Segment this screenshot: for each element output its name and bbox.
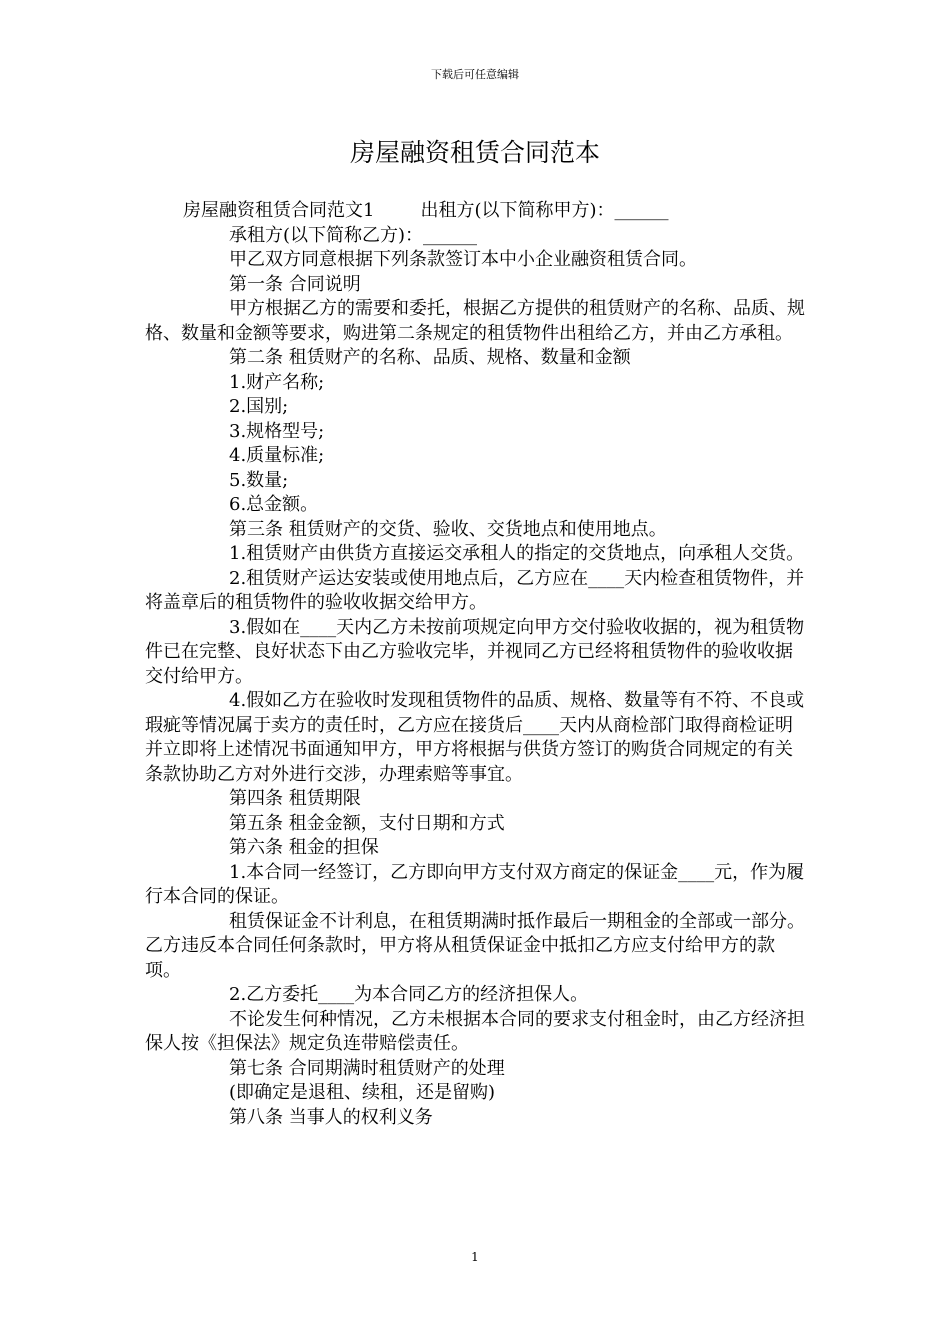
paragraph: 第八条 当事人的权利义务 [229, 1106, 433, 1128]
header-note: 下载后可任意编辑 [431, 68, 519, 81]
paragraph: 1.租赁财产由供货方直接运交承租人的指定的交货地点，向承租人交货。 [229, 543, 805, 564]
paragraph: 甲乙双方同意根据下列条款签订本中小企业融资租赁合同。 [229, 249, 697, 270]
paragraph: 甲方根据乙方的需要和委托，根据乙方提供的租赁财产的名称、品质、规格、数量和金额等要求，购进第二条规定的租赁物件出租给乙方，并由乙方承租。 [145, 298, 805, 344]
paragraph: 5.数量; [229, 469, 289, 491]
paragraph: 3.规格型号; [229, 420, 325, 442]
paragraph: 1.本合同一经签订，乙方即向甲方支付双方商定的保证金____元，作为履行本合同的保证。 [145, 861, 805, 907]
paragraph: 第四条 租赁期限 [229, 788, 361, 809]
paragraph: 不论发生何种情况，乙方未根据本合同的要求支付租金时，由乙方经济担保人按《担保法》规定负连带赔偿责任。 [145, 1008, 805, 1054]
paragraph: 第三条 租赁财产的交货、验收、交货地点和使用地点。 [229, 518, 667, 540]
paragraph: 4.质量标准; [229, 445, 325, 466]
paragraph: 2.国别; [229, 396, 289, 417]
paragraph: 2.乙方委托____为本合同乙方的经济担保人。 [229, 984, 589, 1005]
page-number: 1 [471, 1250, 479, 1264]
paragraph: 2.租赁财产运达安装或使用地点后，乙方应在____天内检查租赁物件，并将盖章后的租赁物件的验收收据交给甲方。 [145, 567, 805, 613]
paragraph: 第一条 合同说明 [229, 273, 361, 295]
first-line-part2: 出租方(以下简称甲方)：______ [420, 200, 669, 221]
paragraph: 4.假如乙方在验收时发现租赁物件的品质、规格、数量等有不符、不良或瑕疵等情况属于卖方的责任时，乙方应在接货后____天内从商检部门取得商检证明并立即将上述情况书面通知甲方，甲方将根据与供货方签订的购货合同规定的有关条款协助乙方对外进行交涉，办理索赔等事宜。 [145, 690, 805, 785]
paragraph: 第五条 租金金额，支付日期和方式 [229, 812, 505, 834]
paragraph: 第二条 租赁财产的名称、品质、规格、数量和金额 [229, 347, 631, 368]
paragraph: 1.财产名称; [229, 371, 325, 393]
paragraph: 6.总金额。 [229, 494, 319, 515]
paragraph: 3.假如在____天内乙方未按前项规定向甲方交付验收收据的，视为租赁物件已在完整、良好状态下由乙方验收完毕，并视同乙方已经将租赁物件的验收收据交付给甲方。 [145, 616, 805, 687]
paragraph: 第七条 合同期满时租赁财产的处理 [229, 1057, 505, 1079]
paragraph: 承租方(以下简称乙方)：______ [229, 224, 478, 246]
first-line-part1: 房屋融资租赁合同范文1 [183, 200, 375, 221]
document-title: 房屋融资租赁合同范本 [349, 138, 600, 167]
paragraph-list [145, 224, 810, 1131]
paragraph: 租赁保证金不计利息，在租赁期满时抵作最后一期租金的全部或一部分。乙方违反本合同任何条款时，甲方将从租赁保证金中抵扣乙方应支付给甲方的款项。 [145, 910, 805, 981]
document-body [145, 199, 810, 1130]
paragraph: 第六条 租金的担保 [229, 837, 379, 858]
paragraph: (即确定是退租、续租，还是留购) [229, 1082, 496, 1103]
first-line [145, 199, 810, 224]
